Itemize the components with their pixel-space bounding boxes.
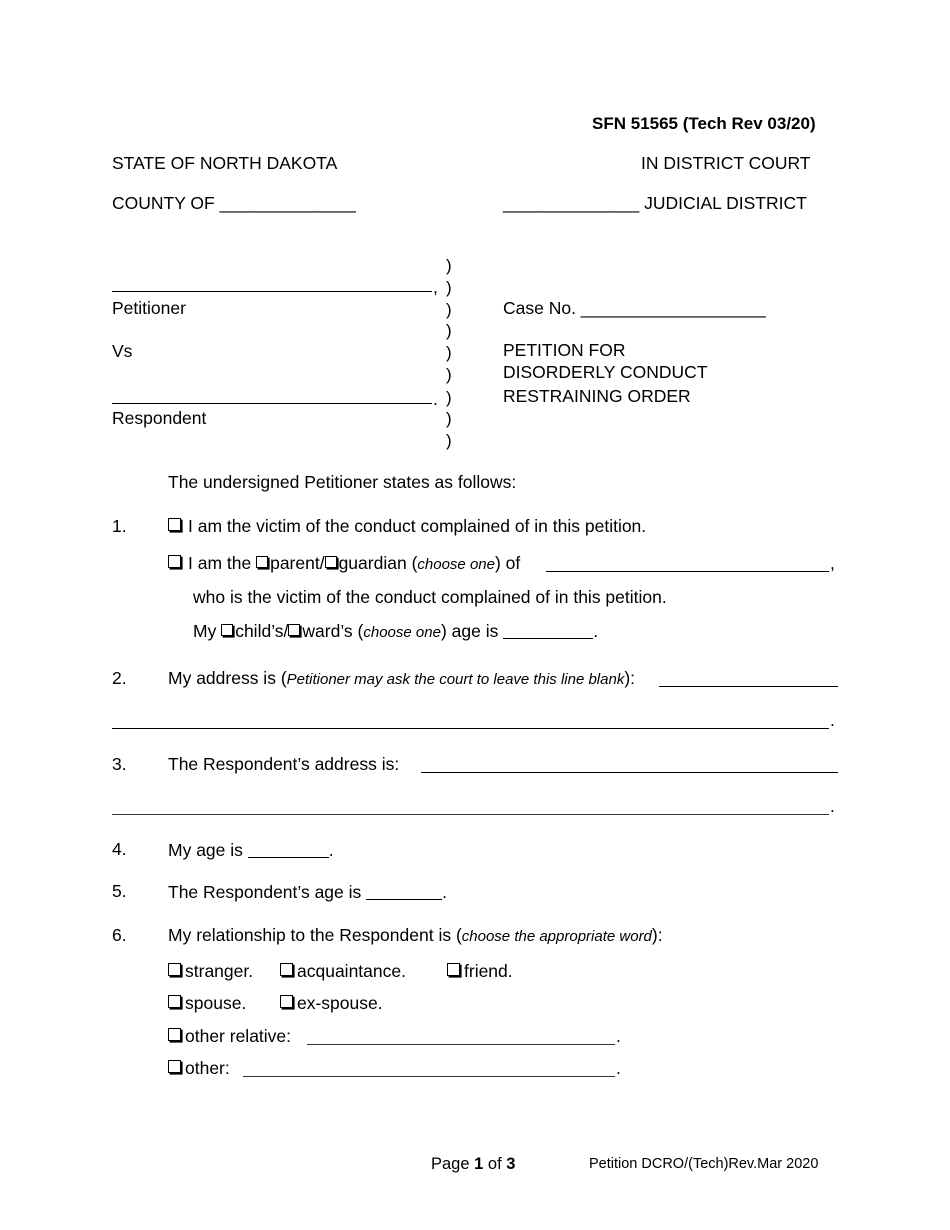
option-stranger <box>168 963 253 981</box>
page-total: 3 <box>506 1155 516 1173</box>
address-hint: Petitioner may ask the court to leave this line blank <box>286 671 625 688</box>
other-relative-field[interactable] <box>307 1044 615 1045</box>
choose-one-hint: choose one <box>417 556 495 573</box>
option-b-prefix: I am the <box>188 553 257 573</box>
guardian-checkbox[interactable] <box>325 556 337 568</box>
victim-option-label: I am the victim of the conduct complained of in this petition. <box>188 516 647 536</box>
item-number: 2. <box>112 668 127 688</box>
option-other <box>168 1060 230 1078</box>
other-label: other: <box>185 1058 230 1078</box>
other-relative-label: other relative: <box>185 1026 292 1046</box>
child-label: child’s/ <box>235 621 289 641</box>
state-label: STATE OF NORTH DAKOTA <box>112 153 338 173</box>
victim-line2: who is the victim of the conduct complained of in this petition. <box>193 587 667 607</box>
parent-label: parent/ <box>270 553 325 573</box>
my-label: My <box>193 621 222 641</box>
respondent-address-label: The Respondent’s address is: <box>168 754 400 774</box>
caption-bracket: ) <box>446 321 452 340</box>
acquaintance-label: acquaintance. <box>297 961 406 981</box>
caption-bracket: ) <box>446 343 452 362</box>
option-ex-spouse <box>280 995 383 1013</box>
age-is-label: age is <box>446 621 504 641</box>
form-reference: Petition DCRO/(Tech)Rev.Mar 2020 <box>589 1156 819 1172</box>
friend-checkbox[interactable] <box>447 963 460 976</box>
respondent-address-period: . <box>830 796 835 816</box>
spouse-label: spouse. <box>185 993 247 1013</box>
petitioner-address-field-2[interactable] <box>112 728 829 729</box>
other-field[interactable] <box>243 1076 615 1077</box>
address-period: . <box>830 710 835 730</box>
colon: : <box>630 668 636 688</box>
friend-label: friend. <box>464 961 513 981</box>
relationship-hint: choose the appropriate word <box>461 928 652 945</box>
petitioner-age-field[interactable] <box>248 841 329 858</box>
county-field[interactable]: COUNTY OF ______________ <box>112 193 356 213</box>
relationship-label: My relationship to the Respondent is <box>168 925 456 945</box>
respondent-age-field[interactable] <box>366 883 442 900</box>
option-acquaintance <box>280 963 406 981</box>
respondent-label: Respondent <box>112 408 207 428</box>
item-number: 6. <box>112 925 127 945</box>
document-title-line1: PETITION FOR <box>503 340 626 360</box>
victim-checkbox[interactable] <box>168 518 181 531</box>
other-checkbox[interactable] <box>168 1060 181 1073</box>
document-title-line3: RESTRAINING ORDER <box>503 386 691 406</box>
item-number: 4. <box>112 839 127 859</box>
of-label: of <box>500 553 521 573</box>
ex-spouse-checkbox[interactable] <box>280 995 293 1008</box>
intro-statement: The undersigned Petitioner states as follows: <box>168 472 517 492</box>
item-number: 1. <box>112 516 127 536</box>
petitioner-address-field[interactable] <box>659 686 838 687</box>
petitioner-label: Petitioner <box>112 298 186 318</box>
of-word: of <box>483 1155 507 1173</box>
option-friend <box>447 963 513 981</box>
guardian-label: guardian <box>338 553 407 573</box>
caption-bracket: ) <box>446 256 452 275</box>
judicial-district-field[interactable]: ______________ JUDICIAL DISTRICT <box>503 193 807 213</box>
page-current: 1 <box>474 1155 484 1173</box>
child-ward-age-line: My child’s/ ward’s (choose one) age is . <box>193 621 599 641</box>
item-number: 3. <box>112 754 127 774</box>
victim-name-comma: , <box>830 553 835 573</box>
respondent-address-field[interactable] <box>421 772 838 773</box>
victim-option <box>168 518 646 536</box>
respondent-age-label: The Respondent’s age is <box>168 882 367 902</box>
other-relative-checkbox[interactable] <box>168 1028 181 1041</box>
caption-bracket: ) <box>446 431 452 450</box>
caption-bracket: ) <box>446 300 452 319</box>
respondent-address-field-2[interactable] <box>112 814 829 815</box>
spouse-checkbox[interactable] <box>168 995 181 1008</box>
page-indicator <box>431 1156 515 1173</box>
caption-bracket: ) <box>446 388 452 407</box>
document-title-line2: DISORDERLY CONDUCT <box>503 362 708 382</box>
page-word: Page <box>431 1155 475 1173</box>
period: . <box>328 840 334 860</box>
period: . <box>616 1058 621 1078</box>
ward-label: ward’s <box>302 621 353 641</box>
parent-checkbox[interactable] <box>256 556 268 568</box>
court-label: IN DISTRICT COURT <box>641 153 811 173</box>
form-number: SFN 51565 (Tech Rev 03/20) <box>592 114 816 133</box>
petitioner-address-line: My address is (Petitioner may ask the court to leave this line blank): <box>168 668 636 688</box>
petitioner-comma: , <box>433 277 438 297</box>
stranger-label: stranger. <box>185 961 254 981</box>
respondent-age-line <box>168 883 447 902</box>
colon: : <box>657 925 663 945</box>
period: . <box>616 1026 621 1046</box>
period: . <box>593 621 599 641</box>
period: . <box>442 882 448 902</box>
petitioner-age-line <box>168 841 334 860</box>
parent-guardian-option: I am the parent/ guardian (choose one) of <box>168 555 520 573</box>
caption-bracket: ) <box>446 409 452 428</box>
petitioner-name-field[interactable] <box>112 291 432 292</box>
relationship-line: My relationship to the Respondent is (choose the appropriate word): <box>168 925 663 945</box>
ward-checkbox[interactable] <box>288 624 300 636</box>
respondent-name-field[interactable] <box>112 403 432 404</box>
child-age-field[interactable] <box>503 622 593 639</box>
child-checkbox[interactable] <box>221 624 233 636</box>
ex-spouse-label: ex-spouse. <box>297 993 383 1013</box>
stranger-checkbox[interactable] <box>168 963 181 976</box>
option-other-relative <box>168 1028 291 1046</box>
choose-one-hint: choose one <box>363 624 441 641</box>
case-number-field[interactable]: Case No. ___________________ <box>503 298 766 318</box>
item-number: 5. <box>112 881 127 901</box>
victim-name-field[interactable] <box>546 571 829 572</box>
address-label: My address is <box>168 668 281 688</box>
acquaintance-checkbox[interactable] <box>280 963 293 976</box>
parent-guardian-checkbox[interactable] <box>168 555 181 568</box>
vs-label: Vs <box>112 341 133 361</box>
caption-bracket: ) <box>446 365 452 384</box>
respondent-period: . <box>433 389 438 409</box>
my-age-label: My age is <box>168 840 248 860</box>
caption-bracket: ) <box>446 278 452 297</box>
option-spouse <box>168 995 246 1013</box>
